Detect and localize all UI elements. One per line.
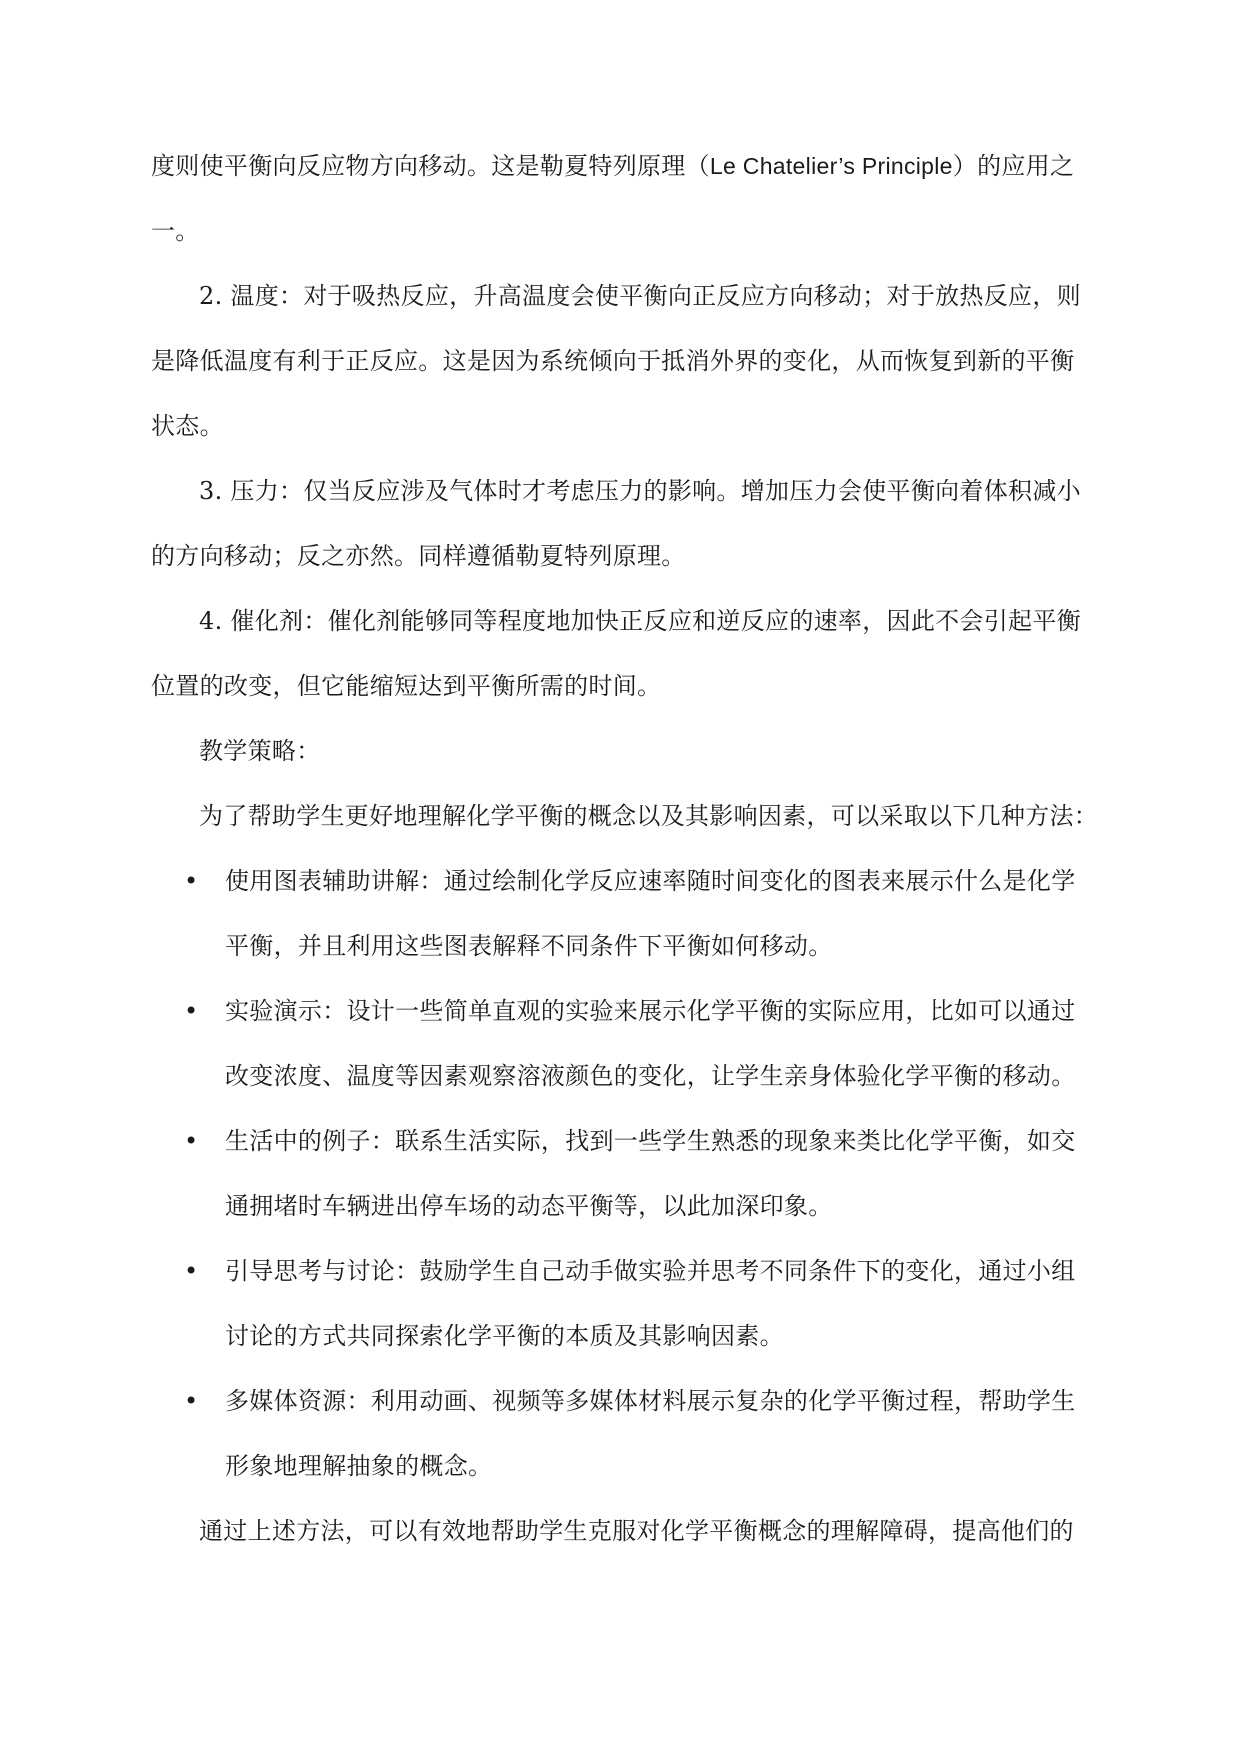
bullet-2-line-2: 改变浓度、温度等因素观察溶液颜色的变化，让学生亲身体验化学平衡的移动。 [225, 1062, 1076, 1090]
bullet-5-line-1: 多媒体资源：利用动画、视频等多媒体材料展示复杂的化学平衡过程，帮助学生 [225, 1387, 1076, 1415]
factor-pressure-line-1: 3. 压力：仅当反应涉及气体时才考虑压力的影响。增加压力会使平衡向着体积减小 [199, 477, 1081, 505]
text-segment: 度则使平衡向反应物方向移动。这是勒夏特列原理（ [151, 152, 710, 180]
strategy-intro: 为了帮助学生更好地理解化学平衡的概念以及其影响因素，可以采取以下几种方法： [199, 802, 1099, 830]
bullet-marker: • [184, 997, 199, 1025]
strategy-heading: 教学策略： [199, 737, 321, 765]
bullet-2-line-1: 实验演示：设计一些简单直观的实验来展示化学平衡的实际应用，比如可以通过 [225, 997, 1076, 1025]
factor-temperature-line-1: 2. 温度：对于吸热反应，升高温度会使平衡向正反应方向移动；对于放热反应，则 [199, 282, 1081, 310]
factor-temperature-line-3: 状态。 [151, 412, 224, 440]
conclusion-line-1: 通过上述方法，可以有效地帮助学生克服对化学平衡概念的理解障碍，提高他们的 [199, 1517, 1074, 1545]
bullet-4-line-1: 引导思考与讨论：鼓励学生自己动手做实验并思考不同条件下的变化，通过小组 [225, 1257, 1076, 1285]
bullet-4-line-2: 讨论的方式共同探索化学平衡的本质及其影响因素。 [225, 1322, 784, 1350]
text-segment: ）的应用之 [952, 152, 1075, 180]
bullet-marker: • [184, 1387, 199, 1415]
factor-catalyst-line-1: 4. 催化剂：催化剂能够同等程度地加快正反应和逆反应的速率，因此不会引起平衡 [199, 607, 1081, 635]
bullet-3-line-1: 生活中的例子：联系生活实际，找到一些学生熟悉的现象来类比化学平衡，如交 [225, 1127, 1076, 1155]
bullet-marker: • [184, 867, 199, 895]
bullet-marker: • [184, 1127, 199, 1155]
bullet-marker: • [184, 1257, 199, 1285]
bullet-1-line-1: 使用图表辅助讲解：通过绘制化学反应速率随时间变化的图表来展示什么是化学 [225, 867, 1076, 895]
paragraph-continued-line-1 [151, 146, 1091, 186]
bullet-5-line-2: 形象地理解抽象的概念。 [225, 1452, 493, 1480]
paragraph-continued-line-2: 一。 [151, 217, 200, 245]
bullet-1-line-2: 平衡，并且利用这些图表解释不同条件下平衡如何移动。 [225, 932, 833, 960]
factor-pressure-line-2: 的方向移动；反之亦然。同样遵循勒夏特列原理。 [151, 542, 686, 570]
factor-catalyst-line-2: 位置的改变，但它能缩短达到平衡所需的时间。 [151, 672, 662, 700]
principle-name: Le Chatelier’s Principle [709, 153, 953, 179]
bullet-3-line-2: 通拥堵时车辆进出停车场的动态平衡等，以此加深印象。 [225, 1192, 833, 1220]
factor-temperature-line-2: 是降低温度有利于正反应。这是因为系统倾向于抵消外界的变化，从而恢复到新的平衡 [151, 347, 1075, 375]
